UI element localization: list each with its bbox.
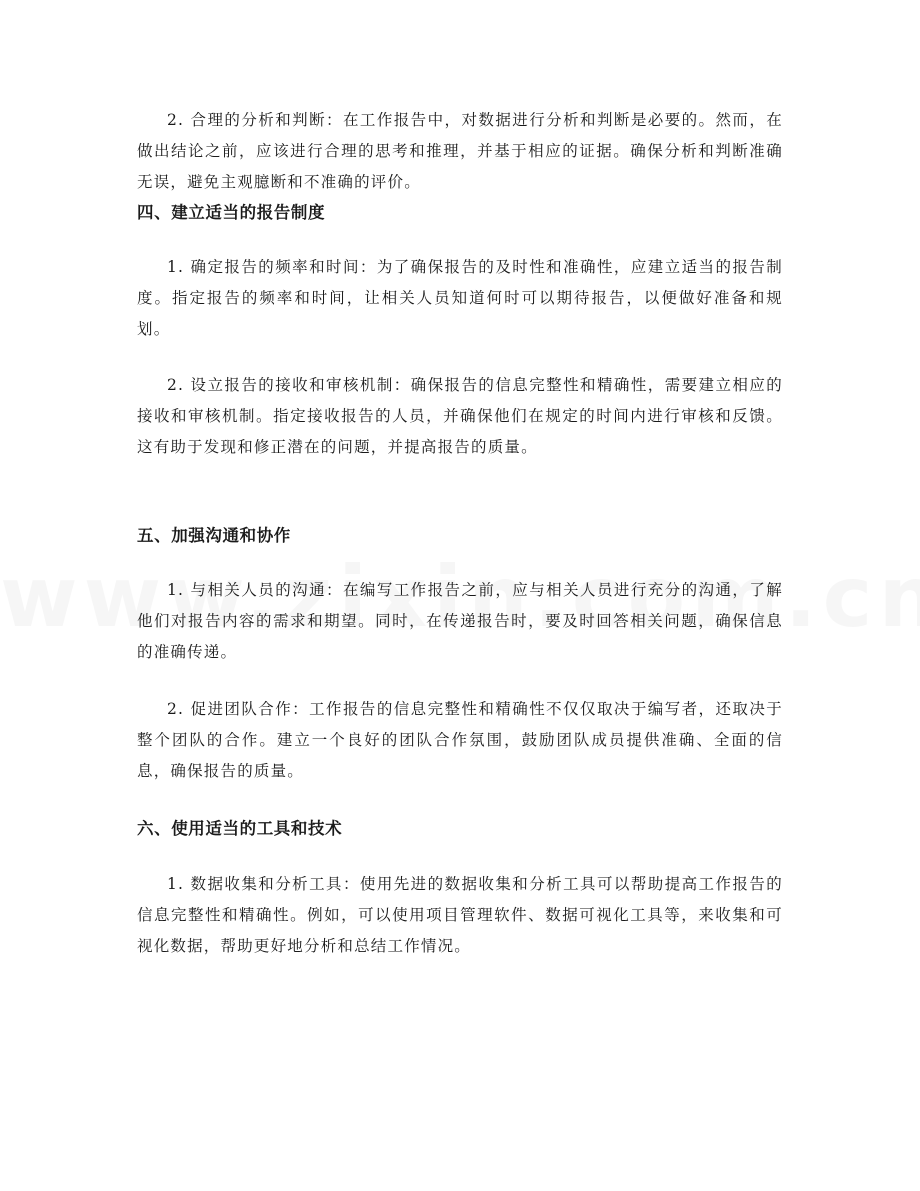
section-heading-4 xyxy=(137,201,783,225)
section-heading-5 xyxy=(137,524,783,548)
paragraph-text: 2. 设立报告的接收和审核机制：确保报告的信息完整性和精确性，需要建立相应的接收和审核机制。指定接收报告的人员，并确保他们在规定的时间内进行审核和反馈。这有助于发现和修正潜在的问题，并提高报告的质量。 xyxy=(137,376,783,456)
paragraph-report-review xyxy=(137,370,783,463)
heading-text: 六、使用适当的工具和技术 xyxy=(137,819,343,838)
heading-text: 四、建立适当的报告制度 xyxy=(137,203,326,222)
paragraph-text: 1. 确定报告的频率和时间：为了确保报告的及时性和准确性，应建立适当的报告制度。指定报告的频率和时间，让相关人员知道何时可以期待报告，以便做好准备和规划。 xyxy=(137,258,783,338)
paragraph-text: 2. 合理的分析和判断：在工作报告中，对数据进行分析和判断是必要的。然而，在做出结论之前，应该进行合理的思考和推理，并基于相应的证据。确保分析和判断准确无误，避免主观臆断和不准确的评价。 xyxy=(137,111,783,191)
paragraph-teamwork xyxy=(137,694,783,787)
paragraph-report-frequency xyxy=(137,252,783,345)
paragraph-communication xyxy=(137,575,783,668)
paragraph-tools xyxy=(137,869,783,962)
paragraph-analysis-judgment xyxy=(137,105,783,198)
heading-text: 五、加强沟通和协作 xyxy=(137,526,291,545)
section-heading-6 xyxy=(137,817,783,841)
paragraph-text: 1. 与相关人员的沟通：在编写工作报告之前，应与相关人员进行充分的沟通，了解他们对报告内容的需求和期望。同时，在传递报告时，要及时回答相关问题，确保信息的准确传递。 xyxy=(137,581,783,661)
paragraph-text: 1. 数据收集和分析工具：使用先进的数据收集和分析工具可以帮助提高工作报告的信息完整性和精确性。例如，可以使用项目管理软件、数据可视化工具等，来收集和可视化数据，帮助更好地分析和总结工作情况。 xyxy=(137,875,783,955)
paragraph-text: 2. 促进团队合作：工作报告的信息完整性和精确性不仅仅取决于编写者，还取决于整个团队的合作。建立一个良好的团队合作氛围，鼓励团队成员提供准确、全面的信息，确保报告的质量。 xyxy=(137,700,783,780)
